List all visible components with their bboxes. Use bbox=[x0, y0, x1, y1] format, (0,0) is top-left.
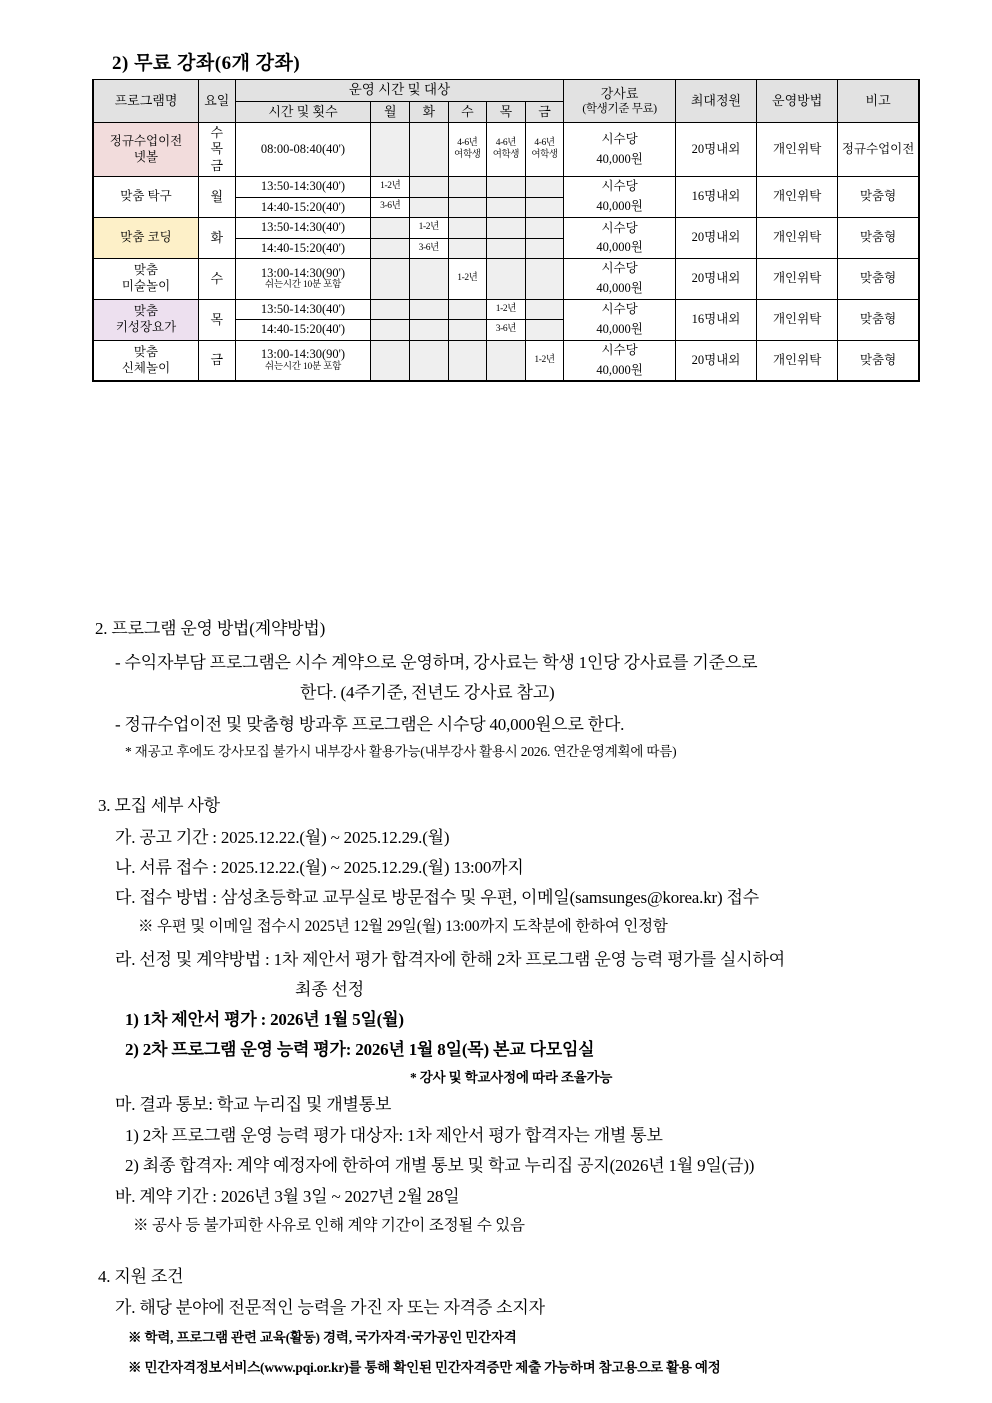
free-course-table bbox=[92, 79, 920, 382]
section2-bullet2: - 정규수업이전 및 맞춤형 방과후 프로그램은 시수당 40,000원으로 한다. bbox=[115, 715, 625, 734]
cell-fee bbox=[564, 176, 676, 217]
cell-dow-tue bbox=[410, 340, 449, 381]
th-time-count: 시간 및 횟수 bbox=[235, 101, 371, 122]
cell-dow-fri bbox=[525, 320, 564, 341]
section4-item-a-note2: ※ 민간자격정보서비스(www.pqi.or.kr)를 통해 확인된 민간자격증만 제출 가능하며 참고용으로 활용 예정 bbox=[128, 1360, 721, 1375]
section2-heading: 2. 프로그램 운영 방법(계약방법) bbox=[95, 619, 326, 638]
fee-line2: 40,000원 bbox=[596, 321, 643, 336]
cell-note: 맞춤형 bbox=[838, 340, 919, 381]
dow-target-line: 4-6년 bbox=[534, 137, 555, 148]
cell-dow-fri bbox=[525, 123, 564, 177]
day-line: 금 bbox=[210, 157, 224, 173]
cell-dow-wed bbox=[448, 238, 487, 259]
dow-target-line: 1-2년 bbox=[380, 180, 401, 191]
section3-item-f-note: ※ 공사 등 불가피한 사유로 인해 계약 기간이 조정될 수 있음 bbox=[133, 1217, 525, 1234]
cell-day bbox=[199, 176, 236, 217]
cell-capacity: 16명내외 bbox=[675, 176, 756, 217]
th-dow-mon: 월 bbox=[371, 101, 410, 122]
program-name-line1: 정규수업이전 bbox=[109, 133, 183, 148]
program-name-line2: 미술놀이 bbox=[121, 279, 171, 293]
cell-dow-thu bbox=[487, 218, 526, 239]
cell-dow-mon bbox=[371, 238, 410, 259]
fee-line1: 시수당 bbox=[601, 302, 638, 317]
cell-dow-mon bbox=[371, 340, 410, 381]
cell-dow-tue bbox=[410, 218, 449, 239]
fee-line2: 40,000원 bbox=[596, 240, 643, 255]
cell-time bbox=[235, 259, 371, 299]
cell-dow-wed bbox=[448, 123, 487, 177]
dow-target-line: 1-2년 bbox=[495, 303, 517, 314]
section3-item-d-1: 1) 1차 제안서 평가 : 2026년 1월 5일(월) bbox=[125, 1010, 404, 1029]
section3-item-e-2: 2) 최종 합격자: 계약 예정자에 한하여 개별 통보 및 학교 누리집 공지(2026년 1월 9일(금)) bbox=[125, 1156, 755, 1175]
cell-dow-fri bbox=[525, 340, 564, 381]
cell-dow-thu bbox=[487, 259, 526, 299]
cell-dow-tue bbox=[410, 320, 449, 341]
time-text: 14:40-15:20(40') bbox=[260, 199, 346, 214]
cell-time bbox=[235, 299, 371, 320]
time-text: 14:40-15:20(40') bbox=[260, 322, 346, 337]
dow-target-line: 여학생 bbox=[454, 149, 481, 160]
fee-line2: 40,000원 bbox=[596, 199, 643, 213]
cell-fee bbox=[564, 218, 676, 259]
section2-bullet1-line2: 한다. (4주기준, 전년도 강사료 참고) bbox=[300, 683, 555, 702]
cell-program-name bbox=[93, 259, 199, 299]
cell-capacity: 20명내외 bbox=[675, 123, 756, 177]
cell-time bbox=[235, 197, 371, 218]
section4-heading: 4. 지원 조건 bbox=[98, 1267, 184, 1286]
section2-footnote: * 재공고 후에도 강사모집 불가시 내부강사 활용가능(내부강사 활용시 2026. 연간운영계획에 따름) bbox=[125, 744, 677, 759]
section3-item-e-1: 1) 2차 프로그램 운영 능력 평가 대상자: 1차 제안서 평가 합격자는 개별 통보 bbox=[125, 1126, 663, 1145]
cell-day bbox=[199, 123, 236, 177]
day-line: 수 bbox=[210, 270, 224, 286]
section3-item-d-line1: 라. 선정 및 계약방법 : 1차 제안서 평가 합격자에 한해 2차 프로그램 운영 능력 평가를 실시하여 bbox=[115, 950, 785, 969]
th-fee bbox=[564, 80, 676, 123]
section3-item-e: 마. 결과 통보: 학교 누리집 및 개별통보 bbox=[115, 1095, 392, 1114]
dow-target-line: 1-2년 bbox=[534, 354, 555, 365]
cell-capacity: 20명내외 bbox=[675, 218, 756, 259]
time-text: 13:00-14:30(90') bbox=[260, 347, 346, 362]
cell-dow-thu bbox=[487, 320, 526, 341]
cell-dow-wed bbox=[448, 218, 487, 239]
table-header-row-1 bbox=[93, 80, 919, 102]
th-fee-line2: (학생기준 무료) bbox=[582, 103, 657, 115]
section2-bullet1-line1: - 수익자부담 프로그램은 시수 계약으로 운영하며, 강사료는 학생 1인당 강사료를 기준으로 bbox=[115, 653, 758, 672]
day-line: 목 bbox=[210, 141, 224, 157]
cell-capacity: 20명내외 bbox=[675, 340, 756, 381]
cell-dow-tue bbox=[410, 123, 449, 177]
time-text: 13:50-14:30(40') bbox=[260, 220, 346, 235]
day-line: 금 bbox=[210, 352, 224, 368]
dow-target-line: 4-6년 bbox=[457, 137, 478, 148]
cell-time bbox=[235, 238, 371, 259]
cell-time bbox=[235, 340, 371, 381]
cell-dow-wed bbox=[448, 299, 487, 320]
cell-program-name bbox=[93, 176, 199, 217]
cell-day bbox=[199, 218, 236, 259]
cell-method: 개인위탁 bbox=[757, 299, 838, 340]
section3-item-c-note: ※ 우편 및 이메일 접수시 2025년 12월 29일(월) 13:00까지 도착분에 한하여 인정함 bbox=[138, 918, 668, 935]
program-name-line1: 맞춤 코딩 bbox=[120, 230, 172, 245]
cell-dow-wed bbox=[448, 197, 487, 218]
section4-item-a: 가. 해당 분야에 전문적인 능력을 가진 자 또는 자격증 소지자 bbox=[115, 1298, 545, 1317]
cell-fee bbox=[564, 123, 676, 177]
cell-day bbox=[199, 299, 236, 340]
cell-dow-mon bbox=[371, 299, 410, 320]
cell-dow-fri bbox=[525, 176, 564, 197]
cell-fee bbox=[564, 299, 676, 340]
cell-method: 개인위탁 bbox=[757, 340, 838, 381]
table-row bbox=[93, 299, 919, 320]
cell-time bbox=[235, 123, 371, 177]
section3-item-c: 다. 접수 방법 : 삼성초등학교 교무실로 방문접수 및 우편, 이메일(samsunges@korea.kr) 접수 bbox=[115, 888, 759, 907]
cell-dow-mon bbox=[371, 320, 410, 341]
cell-note: 맞춤형 bbox=[838, 218, 919, 259]
page-title: 2) 무료 강좌(6개 강좌) bbox=[112, 53, 301, 74]
section3-heading: 3. 모집 세부 사항 bbox=[98, 796, 220, 815]
section4-item-a-note1: ※ 학력, 프로그램 관련 교육(활동) 경력, 국가자격·국가공인 민간자격 bbox=[128, 1330, 517, 1345]
cell-dow-fri bbox=[525, 218, 564, 239]
free-course-table-wrapper bbox=[92, 79, 920, 382]
fee-line2: 40,000원 bbox=[596, 362, 643, 377]
table-row bbox=[93, 123, 919, 177]
cell-fee bbox=[564, 259, 676, 299]
dow-target-line: 3-6년 bbox=[418, 242, 439, 253]
cell-time bbox=[235, 320, 371, 341]
fee-line2: 40,000원 bbox=[596, 281, 643, 295]
day-line: 수 bbox=[210, 125, 224, 141]
day-line: 화 bbox=[210, 230, 224, 246]
cell-dow-wed bbox=[448, 340, 487, 381]
cell-program-name bbox=[93, 123, 199, 177]
cell-time bbox=[235, 218, 371, 239]
table-head bbox=[93, 80, 919, 123]
program-name-line2: 키성장요가 bbox=[115, 319, 177, 334]
cell-dow-tue bbox=[410, 197, 449, 218]
cell-program-name bbox=[93, 299, 199, 340]
fee-line2: 40,000원 bbox=[596, 151, 643, 166]
cell-note: 맞춤형 bbox=[838, 176, 919, 217]
cell-dow-wed bbox=[448, 259, 487, 299]
cell-note: 정규수업이전 bbox=[838, 123, 919, 177]
cell-dow-wed bbox=[448, 176, 487, 197]
cell-dow-thu bbox=[487, 299, 526, 320]
program-name-line1: 맞춤 bbox=[133, 263, 159, 278]
program-name-line1: 맞춤 bbox=[133, 304, 159, 319]
cell-dow-thu bbox=[487, 238, 526, 259]
fee-line1: 시수당 bbox=[601, 261, 638, 276]
table-row bbox=[93, 218, 919, 239]
table-row bbox=[93, 259, 919, 299]
time-note: 쉬는시간 10분 포함 bbox=[264, 361, 342, 372]
th-capacity: 최대정원 bbox=[675, 80, 756, 123]
table-row bbox=[93, 340, 919, 381]
dow-target-line: 3-6년 bbox=[380, 201, 401, 212]
section3-item-d-line2: 최종 선정 bbox=[295, 980, 364, 999]
cell-dow-fri bbox=[525, 197, 564, 218]
time-text: 13:50-14:30(40') bbox=[260, 301, 346, 316]
cell-dow-fri bbox=[525, 299, 564, 320]
fee-line1: 시수당 bbox=[601, 342, 638, 357]
th-note: 비고 bbox=[838, 80, 919, 123]
cell-dow-mon bbox=[371, 123, 410, 177]
th-dow-fri: 금 bbox=[525, 101, 564, 122]
program-name-line1: 맞춤 탁구 bbox=[120, 189, 172, 204]
th-fee-line1: 강사료 bbox=[600, 85, 639, 101]
fee-line1: 시수당 bbox=[601, 179, 638, 194]
section3-item-d-2: 2) 2차 프로그램 운영 능력 평가: 2026년 1월 8일(목) 본교 다모임실 bbox=[125, 1040, 595, 1059]
cell-dow-mon bbox=[371, 259, 410, 299]
cell-dow-tue bbox=[410, 238, 449, 259]
cell-fee bbox=[564, 340, 676, 381]
fee-line1: 시수당 bbox=[601, 220, 638, 235]
time-text: 14:40-15:20(40') bbox=[260, 240, 346, 255]
th-method: 운영방법 bbox=[757, 80, 838, 123]
cell-dow-tue bbox=[410, 299, 449, 320]
cell-dow-tue bbox=[410, 176, 449, 197]
th-dow-tue: 화 bbox=[410, 101, 449, 122]
cell-method: 개인위탁 bbox=[757, 123, 838, 177]
dow-target-line: 여학생 bbox=[531, 149, 558, 160]
cell-day bbox=[199, 340, 236, 381]
program-name-line2: 넷볼 bbox=[133, 149, 159, 164]
time-text: 13:50-14:30(40') bbox=[260, 178, 346, 193]
section3-item-d-note: * 강사 및 학교사정에 따라 조율가능 bbox=[410, 1070, 613, 1085]
th-program: 프로그램명 bbox=[93, 80, 199, 123]
dow-target-line: 4-6년 bbox=[495, 137, 517, 148]
cell-dow-thu bbox=[487, 340, 526, 381]
cell-capacity: 20명내외 bbox=[675, 259, 756, 299]
section3-item-b: 나. 서류 접수 : 2025.12.22.(월) ~ 2025.12.29.(월) 13:00까지 bbox=[115, 858, 524, 877]
dow-target-line: 여학생 bbox=[492, 149, 520, 160]
cell-program-name bbox=[93, 218, 199, 259]
dow-target-line: 1-2년 bbox=[418, 222, 439, 232]
cell-capacity: 16명내외 bbox=[675, 299, 756, 340]
th-dow-wed: 수 bbox=[448, 101, 487, 122]
program-name-line1: 맞춤 bbox=[133, 344, 159, 359]
cell-method: 개인위탁 bbox=[757, 176, 838, 217]
cell-method: 개인위탁 bbox=[757, 218, 838, 259]
th-operation-group: 운영 시간 및 대상 bbox=[235, 80, 564, 102]
cell-dow-fri bbox=[525, 238, 564, 259]
cell-dow-mon bbox=[371, 197, 410, 218]
program-name-line2: 신체놀이 bbox=[121, 360, 171, 375]
cell-dow-fri bbox=[525, 259, 564, 299]
cell-time bbox=[235, 176, 371, 197]
time-text: 13:00-14:30(90') bbox=[260, 265, 346, 280]
cell-method: 개인위탁 bbox=[757, 259, 838, 299]
cell-dow-thu bbox=[487, 123, 526, 177]
cell-dow-thu bbox=[487, 197, 526, 218]
cell-day bbox=[199, 259, 236, 299]
dow-target-line: 1-2년 bbox=[457, 273, 478, 284]
section3-item-a: 가. 공고 기간 : 2025.12.22.(월) ~ 2025.12.29.(월) bbox=[115, 828, 450, 847]
dow-target-line: 3-6년 bbox=[495, 324, 517, 335]
time-note: 쉬는시간 10분 포함 bbox=[264, 280, 342, 291]
cell-dow-mon bbox=[371, 176, 410, 197]
fee-line1: 시수당 bbox=[601, 131, 638, 146]
time-text: 08:00-08:40(40') bbox=[260, 141, 346, 156]
cell-dow-thu bbox=[487, 176, 526, 197]
table-body bbox=[93, 123, 919, 382]
cell-program-name bbox=[93, 340, 199, 381]
th-day: 요일 bbox=[199, 80, 236, 123]
cell-dow-mon bbox=[371, 218, 410, 239]
th-dow-thu: 목 bbox=[487, 101, 526, 122]
cell-dow-wed bbox=[448, 320, 487, 341]
day-line: 목 bbox=[210, 311, 224, 327]
cell-dow-tue bbox=[410, 259, 449, 299]
section3-item-f: 바. 계약 기간 : 2026년 3월 3일 ~ 2027년 2월 28일 bbox=[115, 1187, 460, 1206]
day-line: 월 bbox=[210, 188, 224, 204]
table-row bbox=[93, 176, 919, 197]
cell-note: 맞춤형 bbox=[838, 299, 919, 340]
cell-note: 맞춤형 bbox=[838, 259, 919, 299]
